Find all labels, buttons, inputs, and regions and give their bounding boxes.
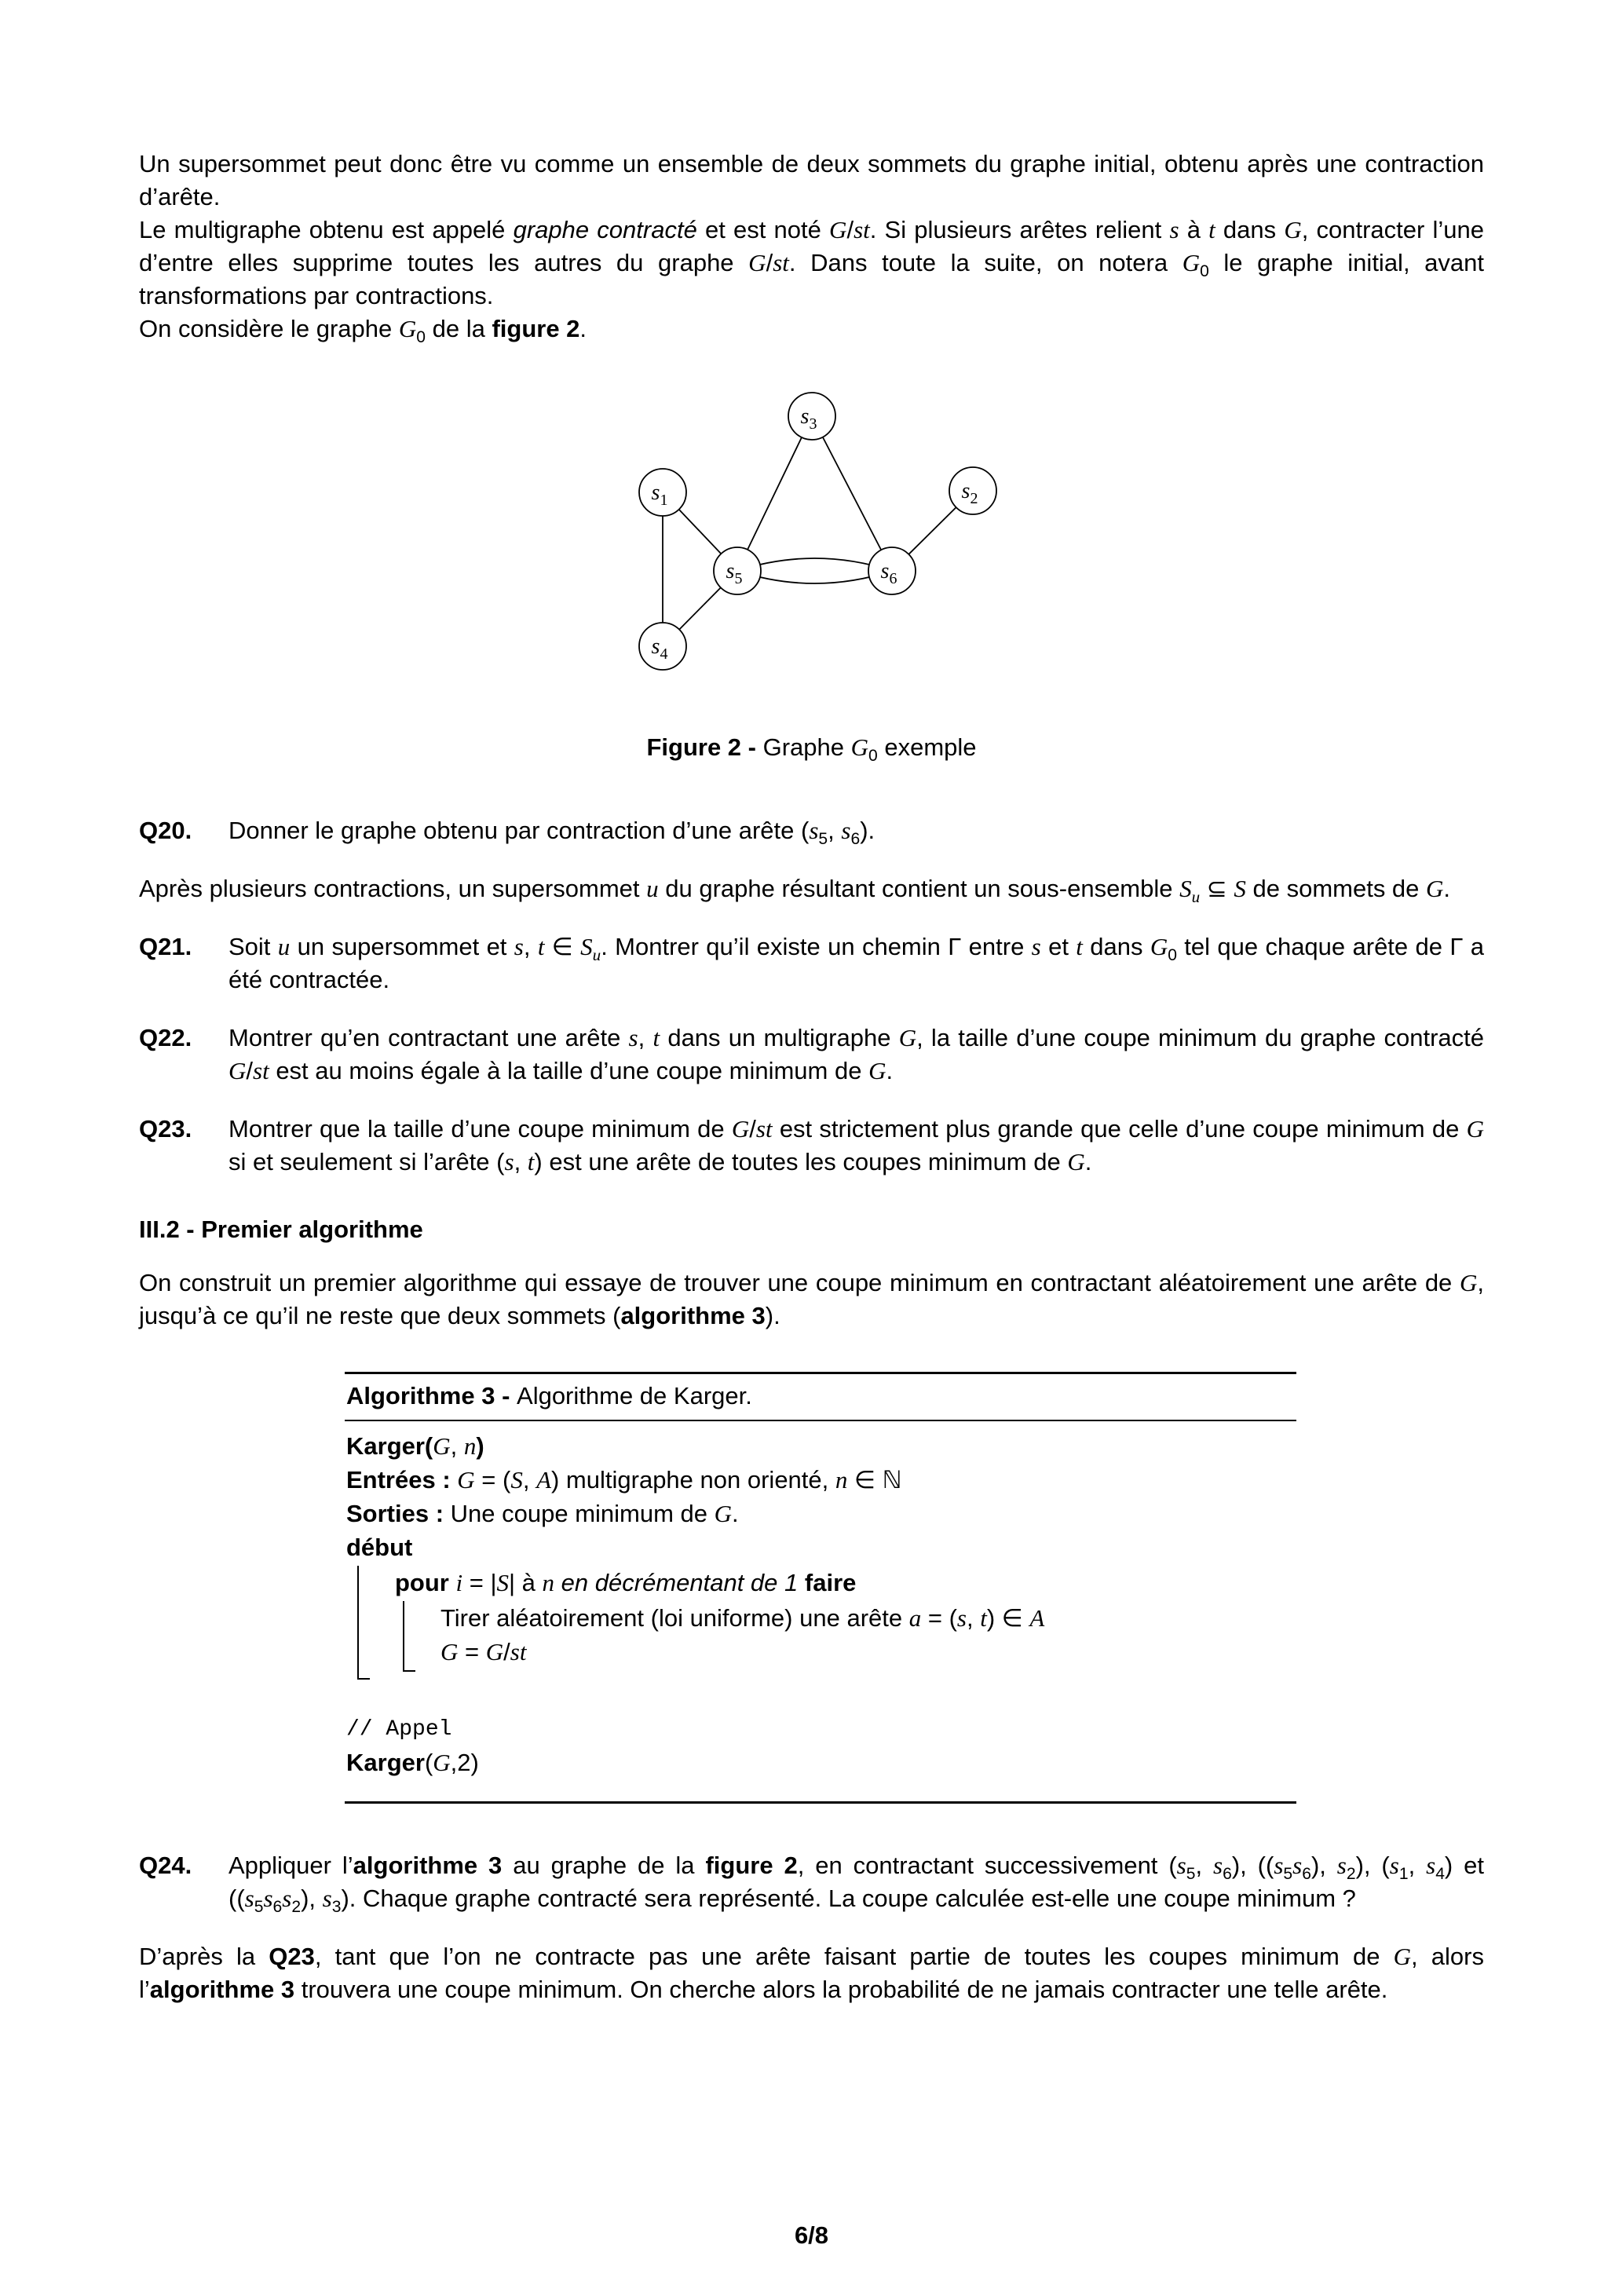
question-q21-text: Soit u un supersommet et s, t ∈ $S_u$. Montrer qu’il existe un chemin Γ entre s et t dans $G_0$ tel que chaque arête de Γ a été contractée. [228, 933, 1484, 993]
question-q20-label: Q20. [139, 817, 192, 844]
algorithm-call: Karger(G,2) [346, 1749, 479, 1776]
algorithm-begin-keyword: début [346, 1534, 413, 1561]
paragraph-graphe-contracte: Le multigraphe obtenu est appelé graphe contracté et est noté G/st. Si plusieurs arêtes relient s à t dans G, contracter l’une d’entre elles supprime toutes les autres du graphe G/st. Dans toute la suite, on notera $G_0$ le graphe initial, avant transformations par contractions. [139, 216, 1485, 309]
figure-2 [139, 381, 1484, 764]
graph-node-label-s1: $s_1$ [651, 481, 667, 509]
algorithm-call-comment: // Appel [346, 1717, 452, 1742]
question-q22 [139, 1022, 1484, 1088]
graph-node-label-s3: $s_3$ [800, 404, 817, 433]
algorithm-begin-block [357, 1566, 1295, 1680]
question-q23-text: Montrer que la taille d’une coupe minimum de G/st est strictement plus grande que celle d’une coupe minimum de G si et seulement si l’arête (s, t) est une arête de toutes les coupes minimum de G. [228, 1115, 1484, 1175]
question-q20 [139, 814, 1484, 847]
question-q20-text: Donner le graphe obtenu par contraction d’une arête ($s_5$, $s_6$). [228, 817, 875, 849]
algorithm-for-block [403, 1601, 1295, 1672]
algorithm-for-line: pour i = |S| à n en décrémentant de 1 faire [395, 1569, 857, 1596]
graph-edge-s3-s6 [812, 416, 892, 571]
graph-edge-s3-s5 [737, 416, 812, 571]
question-q23 [139, 1113, 1484, 1179]
question-q22-text: Montrer qu’en contractant une arête s, t dans un multigraphe G, la taille d’une coupe minimum du graphe contracté G/st est au moins égale à la taille d’une coupe minimum de G. [228, 1024, 1484, 1084]
algorithm-body [345, 1421, 1296, 1804]
graph-figure-svg [623, 381, 1000, 683]
algorithm-title: Algorithme 3 - Algorithme de Karger. [345, 1372, 1296, 1421]
question-q22-label: Q22. [139, 1024, 192, 1051]
paragraph-dapres-q23: D’après la Q23, tant que l’on ne contracte pas une arête faisant partie de toutes les coupes minimum de G, alors l’algorithme 3 trouvera une coupe minimum. On cherche alors la probabilité de ne jamais contracter une telle arête. [139, 1943, 1484, 2003]
algorithm-body-line-1: Tirer aléatoirement (loi uniforme) une arête a = (s, t) ∈ A [440, 1604, 1045, 1632]
graph-figure [623, 381, 1000, 692]
question-q21-label: Q21. [139, 933, 192, 960]
graph-node-label-s4: $s_4$ [651, 634, 667, 663]
section-heading-iii2: III.2 - Premier algorithme [139, 1216, 423, 1243]
question-q24-label: Q24. [139, 1852, 192, 1879]
question-q24 [139, 1849, 1484, 1915]
question-q24-text: Appliquer l’algorithme 3 au graphe de la figure 2, en contractant successivement ($s_5$, $s_6$), ($(s_5s_6)$, $s_2$), ($s_1$, $s_4$) et ($(s_5s_6s_2)$, $s_3$). Chaque graphe contracté sera représenté. La coupe calculée est-elle une coupe minimum ? [228, 1852, 1485, 1917]
graph-node-label-s6: $s_6$ [880, 559, 897, 587]
question-q23-label: Q23. [139, 1115, 192, 1143]
algorithm-outputs: Sorties : Une coupe minimum de G. [346, 1500, 739, 1527]
question-q21 [139, 930, 1484, 996]
algorithm-3-box [345, 1372, 1296, 1804]
paragraph-apres-contractions: Après plusieurs contractions, un supersommet u du graphe résultant contient un sous-ensemble $S_u$ ⊆ S de sommets de G. [139, 875, 1451, 907]
page-footer [0, 2219, 1623, 2252]
graph-node-label-s2: $s_2$ [961, 479, 978, 507]
paragraph-on-construit: On construit un premier algorithme qui essaye de trouver une coupe minimum en contractant aléatoirement une arête de G, jusqu’à ce qu’il ne reste que deux sommets (algorithme 3). [139, 1269, 1484, 1329]
paragraph-on-considere: On considère le graphe $G_0$ de la figure 2. [139, 315, 587, 347]
paragraph-supersommet: Un supersommet peut donc être vu comme un ensemble de deux sommets du graphe initial, obtenu après une contraction d’arête. [139, 150, 1484, 210]
graph-node-label-s5: $s_5$ [726, 559, 742, 587]
algorithm-signature: Karger(G, n) [346, 1432, 484, 1460]
page-number: 6/8 [794, 2221, 829, 2249]
algorithm-inputs: Entrées : G = (S, A) multigraphe non orienté, n ∈ ℕ [346, 1466, 902, 1493]
algorithm-body-line-2: G = G/st [440, 1638, 527, 1665]
figure-2-caption: Figure 2 - Graphe $G_0$ exemple [646, 733, 977, 766]
